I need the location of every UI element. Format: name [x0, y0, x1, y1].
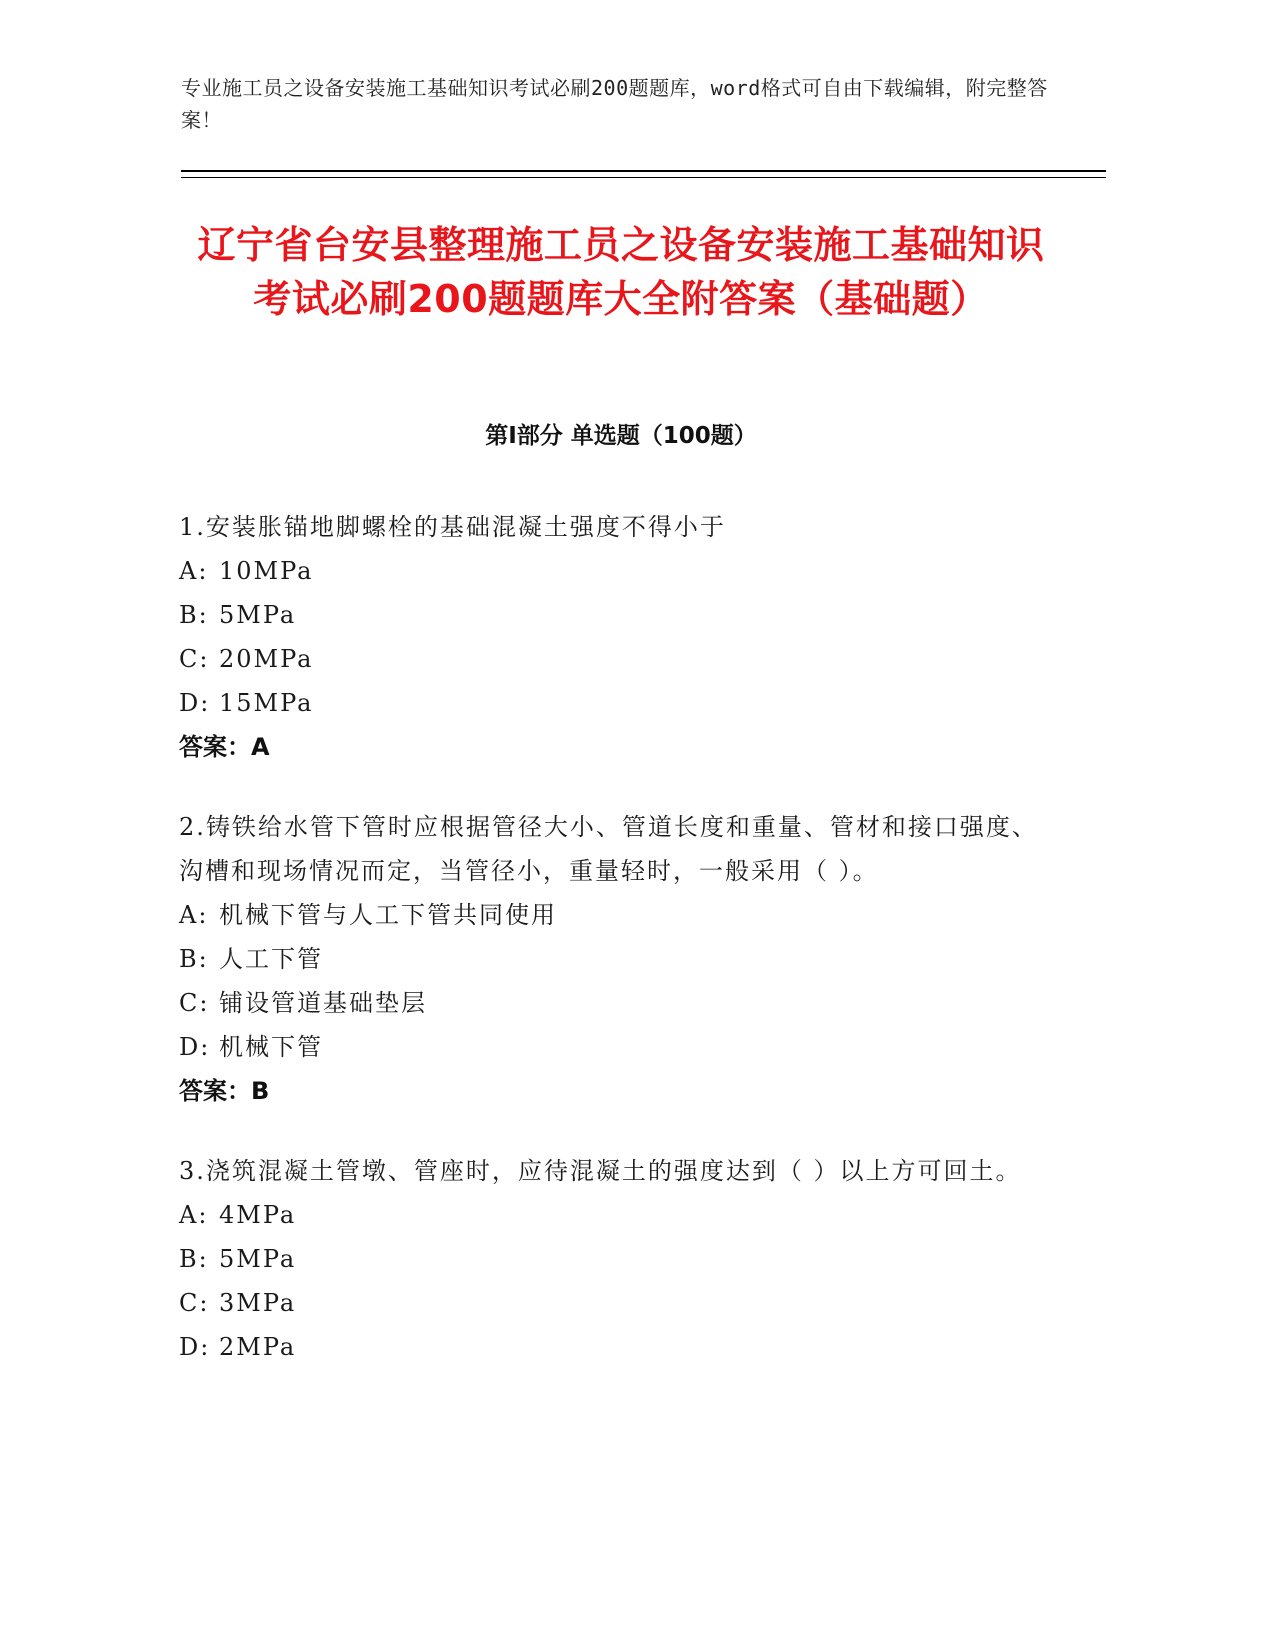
question-item [179, 1149, 1059, 1369]
option-text: 15MPa [219, 689, 314, 717]
option-a [179, 893, 1059, 937]
question-item [179, 505, 1059, 769]
answer-line: 答案：B [179, 1077, 270, 1105]
option-text: 机械下管与人工下管共同使用 [219, 901, 557, 929]
option-b [179, 593, 1059, 637]
option-a [179, 549, 1059, 593]
document-title: 辽宁省台安县整理施工员之设备安装施工基础知识考试必刷200题题库大全附答案（基础题） [197, 223, 1045, 321]
option-key: C: [179, 645, 210, 673]
section-title: 第Ⅰ部分 单选题（100题） [485, 423, 757, 449]
option-key: B: [179, 945, 209, 973]
option-c [179, 1281, 1059, 1325]
option-key: D: [179, 1033, 211, 1061]
question-item [179, 805, 1059, 1113]
option-key: B: [179, 601, 209, 629]
answer-line: 答案：A [179, 733, 270, 761]
option-key: C: [179, 989, 210, 1017]
option-text: 3MPa [219, 1289, 297, 1317]
option-key: D: [179, 1333, 211, 1361]
option-text: 铺设管道基础垫层 [219, 989, 427, 1017]
option-text: 10MPa [219, 557, 314, 585]
option-c [179, 637, 1059, 681]
header-divider-thick [181, 170, 1106, 172]
option-c [179, 981, 1059, 1025]
option-text: 5MPa [219, 1245, 297, 1273]
option-key: A: [179, 557, 209, 585]
option-b [179, 937, 1059, 981]
option-text: 4MPa [219, 1201, 297, 1229]
option-d [179, 1325, 1059, 1369]
option-text: 人工下管 [219, 945, 323, 973]
option-d [179, 681, 1059, 725]
option-key: D: [179, 689, 211, 717]
page-header-text: 专业施工员之设备安装施工基础知识考试必刷200题题库，word格式可自由下载编辑，附完整答案！ [181, 76, 1048, 132]
question-stem: 3.浇筑混凝土管墩、管座时，应待混凝土的强度达到（ ）以上方可回土。 [179, 1157, 1022, 1185]
option-a [179, 1193, 1059, 1237]
option-d [179, 1025, 1059, 1069]
option-key: B: [179, 1245, 209, 1273]
option-text: 5MPa [219, 601, 297, 629]
question-list [179, 505, 1059, 1405]
option-key: C: [179, 1289, 210, 1317]
option-b [179, 1237, 1059, 1281]
option-key: A: [179, 1201, 209, 1229]
option-text: 20MPa [219, 645, 314, 673]
option-key: A: [179, 901, 209, 929]
header-divider-thin [181, 177, 1106, 178]
question-stem: 1.安装胀锚地脚螺栓的基础混凝土强度不得小于 [179, 513, 726, 541]
question-stem: 2.铸铁给水管下管时应根据管径大小、管道长度和重量、管材和接口强度、沟槽和现场情况而定，当管径小，重量轻时，一般采用（ ）。 [179, 813, 1038, 885]
option-text: 机械下管 [219, 1033, 323, 1061]
option-text: 2MPa [219, 1333, 297, 1361]
